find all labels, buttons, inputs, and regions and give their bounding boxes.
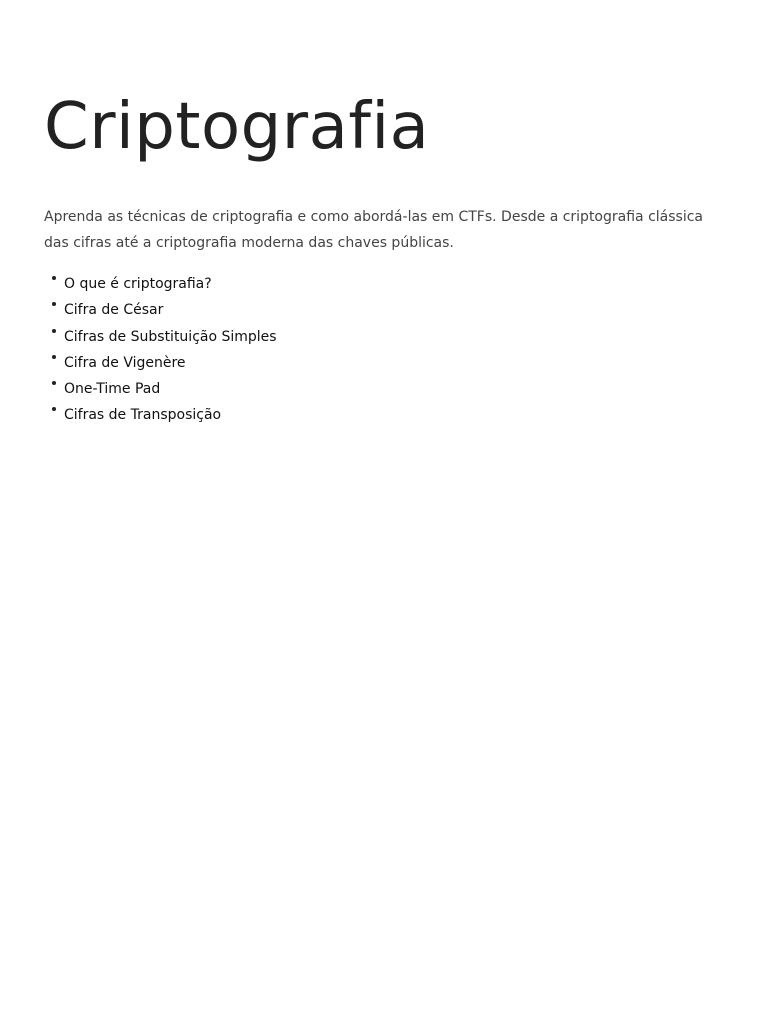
list-item	[44, 271, 724, 297]
topic-link-vigenere-cipher[interactable]: Cifra de Vigenère	[64, 354, 186, 371]
list-item	[44, 324, 724, 350]
list-item	[44, 402, 724, 428]
topic-link-caesar-cipher[interactable]: Cifra de César	[64, 302, 164, 319]
topic-link-transposition-ciphers[interactable]: Cifras de Transposição	[64, 407, 222, 424]
bullet-icon	[52, 381, 56, 385]
bullet-icon	[52, 407, 56, 411]
topic-link-what-is-cryptography[interactable]: O que é criptografia?	[64, 276, 212, 292]
bullet-icon	[52, 276, 56, 280]
bullet-icon	[52, 302, 56, 306]
topic-link-simple-substitution[interactable]: Cifras de Substituição Simples	[64, 328, 277, 345]
topic-list	[44, 271, 724, 429]
list-item	[44, 297, 724, 323]
topic-link-one-time-pad[interactable]: One-Time Pad	[64, 381, 161, 398]
bullet-icon	[52, 329, 56, 333]
list-item	[44, 376, 724, 402]
page-title: Criptografia	[44, 90, 430, 164]
intro-paragraph: Aprenda as técnicas de criptografia e como abordá-las em CTFs. Desde a criptografia clássica das cifras até a criptografia moderna das chaves públicas.	[44, 209, 703, 251]
list-item	[44, 350, 724, 376]
bullet-icon	[52, 355, 56, 359]
